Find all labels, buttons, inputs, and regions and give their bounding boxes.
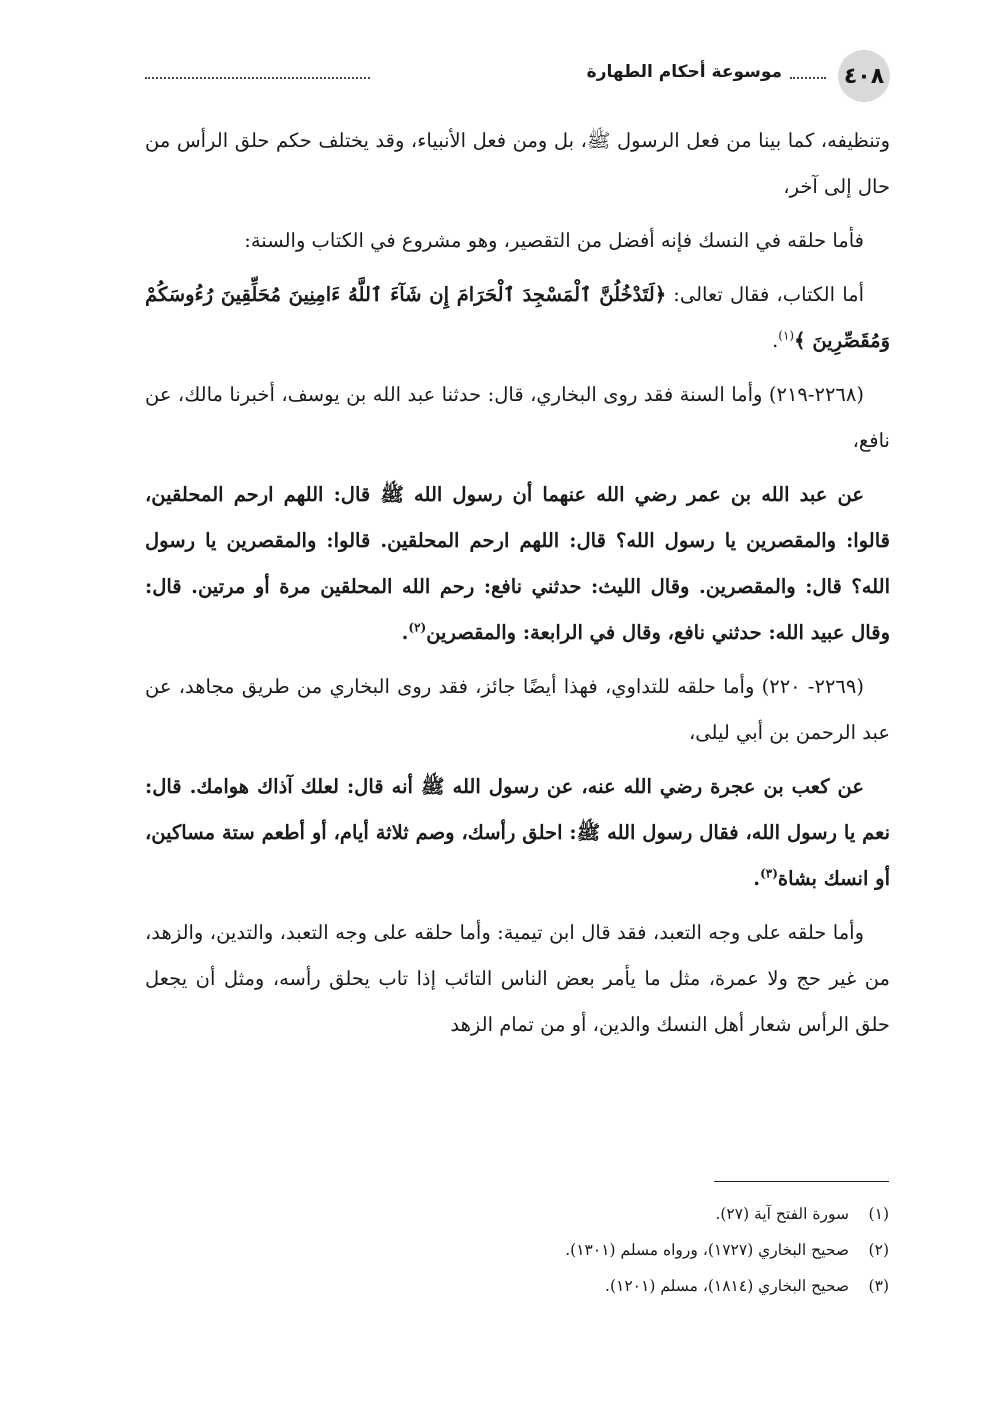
footnotes xyxy=(329,1196,889,1304)
footnote-ref: (١) xyxy=(778,328,795,343)
main-text xyxy=(145,118,890,1056)
hadith-text: عن كعب بن عجرة رضي الله عنه، عن رسول الله ﷺ أنه قال: لعلك آذاك هوامك. قال: نعم يا رسول الله، فقال رسول الله ﷺ: احلق رأسك، وصم ثلاثة أيام، أو أطعم ستة مساكين، أو انسك بشاة$^{(٣)}$. xyxy=(145,775,890,890)
page-header xyxy=(145,50,890,102)
footnote-number: (٣) xyxy=(868,1277,889,1295)
paragraph: وأما حلقه على وجه التعبد، فقد قال ابن تيمية: وأما حلقه على وجه التعبد، والتدين، والزهد، من غير حج ولا عمرة، مثل ما يأمر بعض الناس التائب إذا تاب يحلق رأسه، ومثل أن يجعل حلق الرأس شعار أهل النسك والدين، أو من تمام الزهد xyxy=(145,921,890,1036)
footnote-text: سورة الفتح آية (٢٧). xyxy=(715,1205,849,1223)
footnote-number: (١) xyxy=(868,1205,889,1223)
footnote-separator xyxy=(714,1181,889,1182)
running-title: موسوعة أحكام الطهارة xyxy=(586,62,782,82)
paragraph: (٢٢٦٨-٢١٩) وأما السنة فقد روى البخاري، قال: حدثنا عبد الله بن يوسف، أخبرنا مالك، عن نافع، xyxy=(145,383,890,452)
footnote-ref: (٢) xyxy=(408,620,427,635)
quran-verse: ﴿لَتَدْخُلُنَّ ٱلْمَسْجِدَ ٱلْحَرَامَ إِن شَآءَ ٱللَّهُ ءَامِنِينَ مُحَلِّقِينَ رُءُوسَكُمْ وَمُقَصِّرِينَ ﴾ xyxy=(145,283,890,352)
footnote-number: (٢) xyxy=(868,1241,889,1259)
page-number: ٤٠٨ xyxy=(838,50,890,102)
footnote-item xyxy=(329,1196,889,1232)
paragraph: وتنظيفه، كما بينا من فعل الرسول ﷺ، بل ومن فعل الأنبياء، وقد يختلف حكم حلق الرأس من حال إلى آخر، xyxy=(145,129,890,198)
footnote-text: صحيح البخاري (١٧٢٧)، ورواه مسلم (١٣٠١). xyxy=(565,1241,849,1259)
hadith-text: عن عبد الله بن عمر رضي الله عنهما أن رسول الله ﷺ قال: اللهم ارحم المحلقين، قالوا: والمقصرين يا رسول الله؟ قال: اللهم ارحم المحلقين. قالوا: والمقصرين يا رسول الله؟ قال: والمقصرين. وقال الليث: حدثني نافع: رحم الله المحلقين مرة أو مرتين. قال: وقال عبيد الله: حدثني نافع، وقال في الرابعة: والمقصرين$^{(٢)}$. xyxy=(145,483,890,644)
footnote-item xyxy=(329,1232,889,1268)
paragraph: (٢٢٦٩- ٢٢٠) وأما حلقه للتداوي، فهذا أيضًا جائز، فقد روى البخاري من طريق مجاهد، عن عبد الرحمن بن أبي ليلى، xyxy=(145,675,890,744)
footnote-text: صحيح البخاري (١٨١٤)، مسلم (١٢٠١). xyxy=(605,1277,849,1295)
header-dotted-rule-right xyxy=(790,77,826,79)
footnote-item xyxy=(329,1268,889,1304)
footnote-ref: (٣) xyxy=(760,866,778,881)
paragraph: فأما حلقه في النسك فإنه أفضل من التقصير، وهو مشروع في الكتاب والسنة: xyxy=(244,229,864,252)
header-dotted-rule-left xyxy=(145,77,370,79)
paragraph-quran-citation: أما الكتاب، فقال تعالى: ﴿لَتَدْخُلُنَّ ٱلْمَسْجِدَ ٱلْحَرَامَ إِن شَآءَ ٱللَّهُ ءَامِنِينَ مُحَلِّقِينَ رُءُوسَكُمْ وَمُقَصِّرِينَ ﴾$^{(١)}$. xyxy=(145,283,890,352)
